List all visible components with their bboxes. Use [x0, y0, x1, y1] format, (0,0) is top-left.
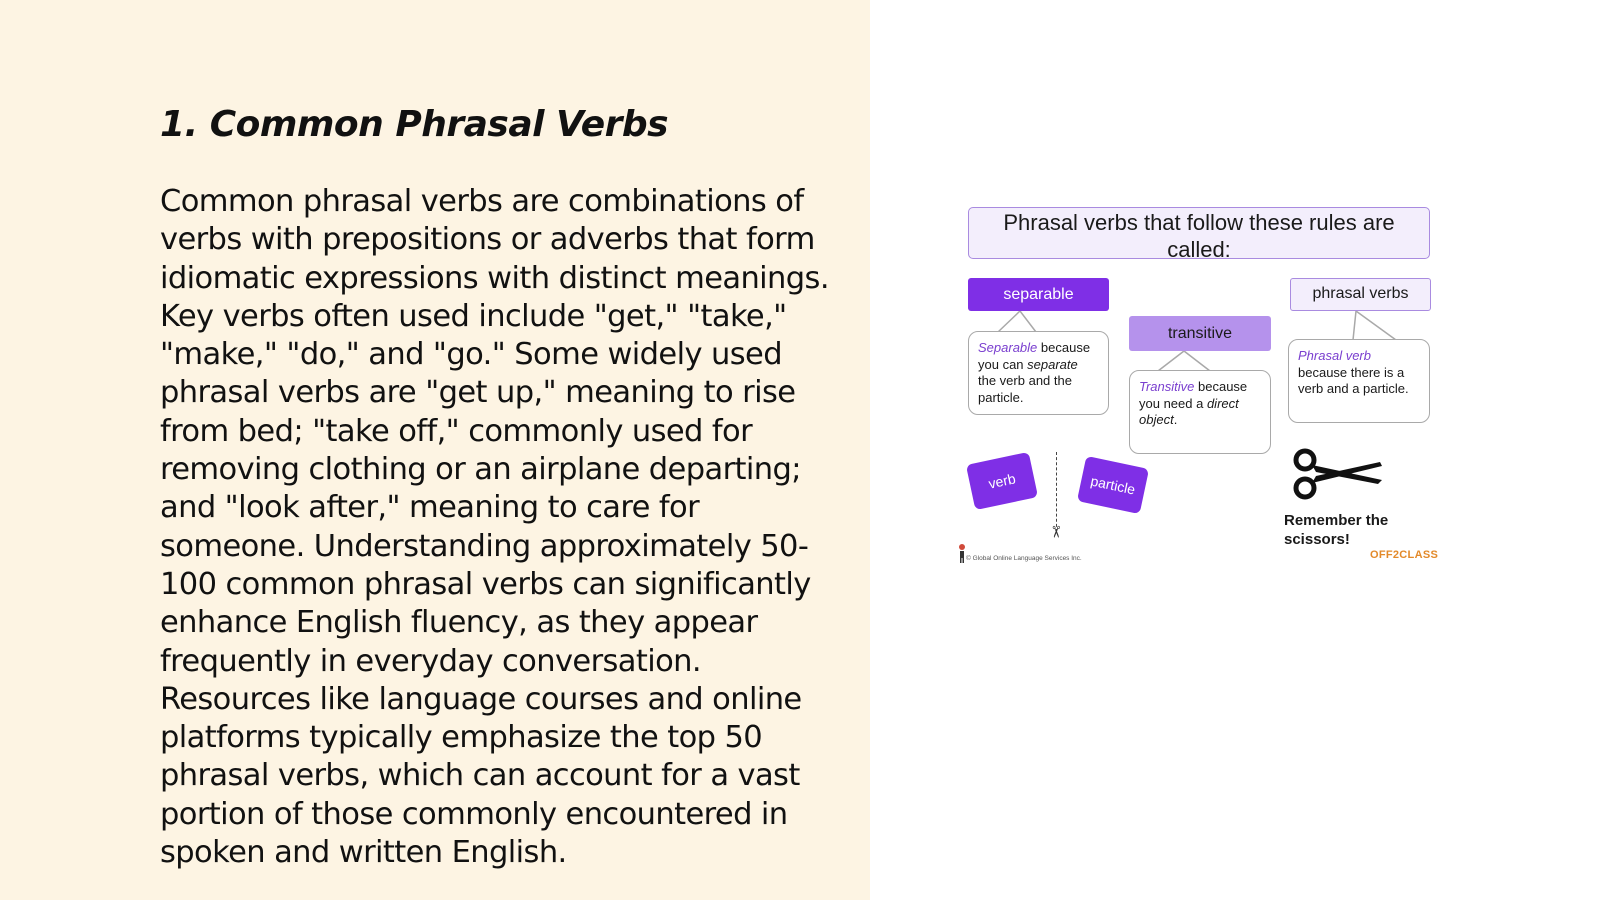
separable-text-2: the verb and the particle.	[978, 373, 1072, 405]
transitive-term: Transitive	[1139, 379, 1195, 394]
separable-bubble-tail	[998, 311, 1036, 332]
particle-card: particle	[1077, 456, 1149, 514]
phrasal-bubble-tail	[1353, 311, 1396, 340]
section-heading: 1. Common Phrasal Verbs	[160, 104, 669, 145]
label-separable: separable	[968, 278, 1109, 311]
separable-term: Separable	[978, 340, 1038, 355]
separable-emph: separate	[1027, 356, 1078, 372]
phrasal-explanation	[1288, 339, 1430, 423]
transitive-bubble-tail	[1158, 351, 1210, 371]
separable-explanation	[968, 331, 1109, 415]
phrasal-text-1: because there is a verb and a particle.	[1298, 364, 1409, 396]
phrasal-verbs-diagram	[948, 200, 1448, 580]
section-body: Common phrasal verbs are combinations of verbs with prepositions or adverbs that form idiomatic expressions with distinct meanings. Key verbs often used include "get," "take," "make," "do," and "go." Some widely used phrasal verbs are "get up," meaning to rise from bed; "take off," commonly used for removing clothing or an airplane departing; and "look after," meaning to care for someone. Understanding approximately 50-100 common phrasal verbs can significantly enhance English fluency, as they appear frequently in everyday conversation. Resources like language courses and online platforms typically emphasize the top 50 phrasal verbs, which can account for a vast portion of those commonly encountered in spoken and written English.	[160, 184, 829, 871]
brand-logo: OFF2CLASS	[1370, 549, 1439, 561]
transitive-text-2: .	[1173, 412, 1178, 427]
label-phrasal-verbs: phrasal verbs	[1290, 278, 1431, 311]
verb-card: verb	[966, 452, 1038, 510]
label-transitive: transitive	[1129, 316, 1271, 351]
diagram-title: Phrasal verbs that follow these rules are called:	[968, 207, 1430, 259]
copyright-notice: © Global Online Language Services Inc.	[966, 555, 1082, 562]
separable-text-1: because you can	[978, 340, 1091, 372]
transitive-text-1: because you need a	[1139, 379, 1248, 411]
scissors-icon	[1292, 446, 1384, 502]
phrasal-term: Phrasal verb	[1298, 348, 1371, 363]
reminder-text: Remember the scissors!	[1284, 512, 1389, 548]
transitive-emph: direct object	[1139, 395, 1239, 427]
cut-line	[1056, 452, 1057, 532]
transitive-explanation	[1129, 370, 1271, 454]
small-scissors-icon: ✂	[1046, 525, 1064, 539]
